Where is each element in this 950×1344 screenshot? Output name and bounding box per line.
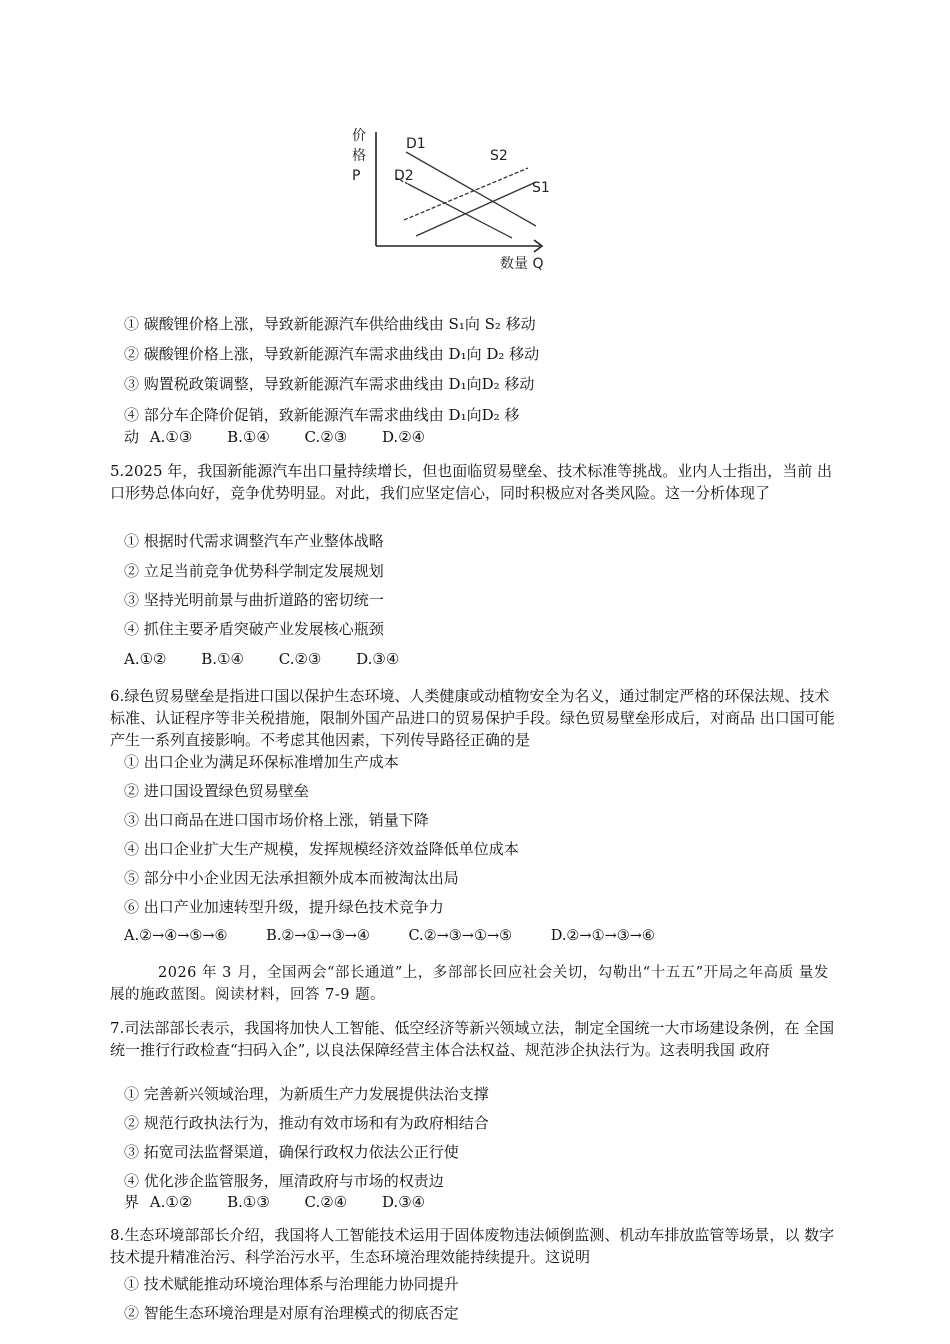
y-label-top: 价 [352,128,366,144]
q5-option-2: ② 立足当前竞争优势科学制定发展规划 [124,562,384,580]
q8-number: 8. [110,1226,125,1244]
q4-choice-a: A.①③ [149,428,193,446]
q6-choices [124,928,685,944]
q4-wrap: 动 [124,428,140,446]
q5-choice-c: C.②③ [278,650,322,668]
q5-option-1: ① 根据时代需求调整汽车产业整体战略 [124,532,384,550]
q5-choice-d: D.③④ [356,650,400,668]
q6-option-5: ⑤ 部分中小企业因无法承担额外成本而被淘汰出局 [124,869,459,887]
q6-option-1: ① 出口企业为满足环保标准增加生产成本 [124,753,399,771]
q6-number: 6. [110,687,125,705]
q8-option-1: ① 技术赋能推动环境治理体系与治理能力协同提升 [124,1275,459,1293]
q7-choice-b: B.①③ [227,1193,270,1211]
q4-option-1: ① 碳酸锂价格上涨，导致新能源汽车供给曲线由 S₁向 S₂ 移动 [124,315,536,333]
q4-choice-b: B.①④ [227,428,270,446]
q7-option-3: ③ 拓宽司法监督渠道，确保行政权力依法公正行使 [124,1143,459,1161]
q4-option-4: ④ 部分车企降价促销，致新能源汽车需求曲线由 D₁向D₂ 移 [124,406,520,424]
y-label-p: P [352,168,361,184]
q5-choice-a: A.①② [124,650,167,668]
q6-stem [110,685,840,751]
q6-choice-a: A.②→④→⑤→⑥ [124,928,228,944]
s1-label: S1 [532,180,550,196]
q6-option-6: ⑥ 出口产业加速转型升级，提升绿色技术竞争力 [124,898,444,916]
y-label-mid: 格 [352,148,366,164]
material-intro-text: 2026 年 3 月，全国两会“部长通道”上，多部部长回应社会关切，勾勒出“十五五”开局之年高质 量发展的施政蓝图。阅读材料，回答 7-9 题。 [110,965,829,1003]
q6-option-4: ④ 出口企业扩大生产规模，发挥规模经济效益降低单位成本 [124,840,519,858]
q4-choice-d: D.②④ [381,428,426,446]
q4-choice-c: C.②③ [304,428,348,446]
graph-svg [340,128,560,278]
q6-choice-c: C.②→③→①→⑤ [408,928,513,944]
q7-choice-c: C.②④ [304,1193,348,1211]
q8-option-2: ② 智能生态环境治理是对原有治理模式的彻底否定 [124,1304,459,1322]
q7-option-2: ② 规范行政执法行为，推动有效市场和有为政府相结合 [124,1114,489,1132]
q7-stem [110,1017,840,1061]
q6-choice-d: D.②→①→③→⑥ [550,928,655,944]
s1-curve [416,182,536,236]
d1-curve [406,152,536,226]
q5-stem-text: 2025 年，我国新能源汽车出口量持续增长，但也面临贸易壁垒、技术标准等挑战。业内人士指出，当前 出口形势总体向好，竞争优势明显。对此，我们应坚定信心，同时积极应对各类风险。这一分析体现了 [110,462,833,502]
d2-curve [408,184,512,238]
q6-stem-text: 绿色贸易壁垒是指进口国以保护生态环境、人类健康或动植物安全为名义，通过制定严格的环保法规、技术标准、认证程序等非关税措施，限制外国产品进口的贸易保护手段。绿色贸易壁垒形成后，对商品 出口国可能产生一系列直接影响。不考虑其他因素，下列传导路径正确的是 [110,687,835,749]
q7-choice-d: D.③④ [381,1193,426,1211]
q7-option-4: ④ 优化涉企监管服务，厘清政府与市场的权责边 [124,1172,444,1190]
q5-option-4: ④ 抓住主要矛盾突破产业发展核心瓶颈 [124,620,384,638]
q8-stem-text: 生态环境部部长介绍，我国将人工智能技术运用于固体废物违法倾倒监测、机动车排放监管等场景，以 数字技术提升精准治污、科学治污水平，生态环境治理效能持续提升。这说明 [110,1226,835,1266]
q5-stem [110,460,840,504]
q6-option-2: ② 进口国设置绿色贸易壁垒 [124,782,309,800]
q5-number: 5. [110,462,125,480]
q6-choice-b: B.②→①→③→④ [266,928,370,944]
s2-label: S2 [490,148,508,164]
q4-option-3: ③ 购置税政策调整，导致新能源汽车需求曲线由 D₁向D₂ 移动 [124,375,535,393]
q5-choice-b: B.①④ [201,650,244,668]
q6-option-3: ③ 出口商品在进口国市场价格上涨，销量下降 [124,811,429,829]
d2-label: D2 [394,168,414,184]
d1-label: D1 [406,136,426,152]
q5-choices [124,650,429,668]
x-label: 数量 Q [500,256,544,272]
q5-option-3: ③ 坚持光明前景与曲折道路的密切统一 [124,591,384,609]
q4-choices [124,426,455,447]
q7-option-1: ① 完善新兴领域治理，为新质生产力发展提供法治支撑 [124,1085,489,1103]
q7-number: 7. [110,1019,125,1037]
q7-stem-text: 司法部部长表示，我国将加快人工智能、低空经济等新兴领域立法，制定全国统一大市场建设条例，在 全国统一推行行政检查“扫码入企”, 以良法保障经营主体合法权益、规范涉企执法行为。这表明我国 政府 [110,1019,835,1059]
q7-choice-a: A.①② [149,1193,193,1211]
q7-wrap: 界 [124,1193,140,1211]
q8-stem [110,1224,840,1268]
q4-option-2: ② 碳酸锂价格上涨，导致新能源汽车需求曲线由 D₁向 D₂ 移动 [124,345,540,363]
supply-demand-graph [340,128,560,278]
material-intro [110,962,840,1006]
q7-choices [124,1191,455,1212]
